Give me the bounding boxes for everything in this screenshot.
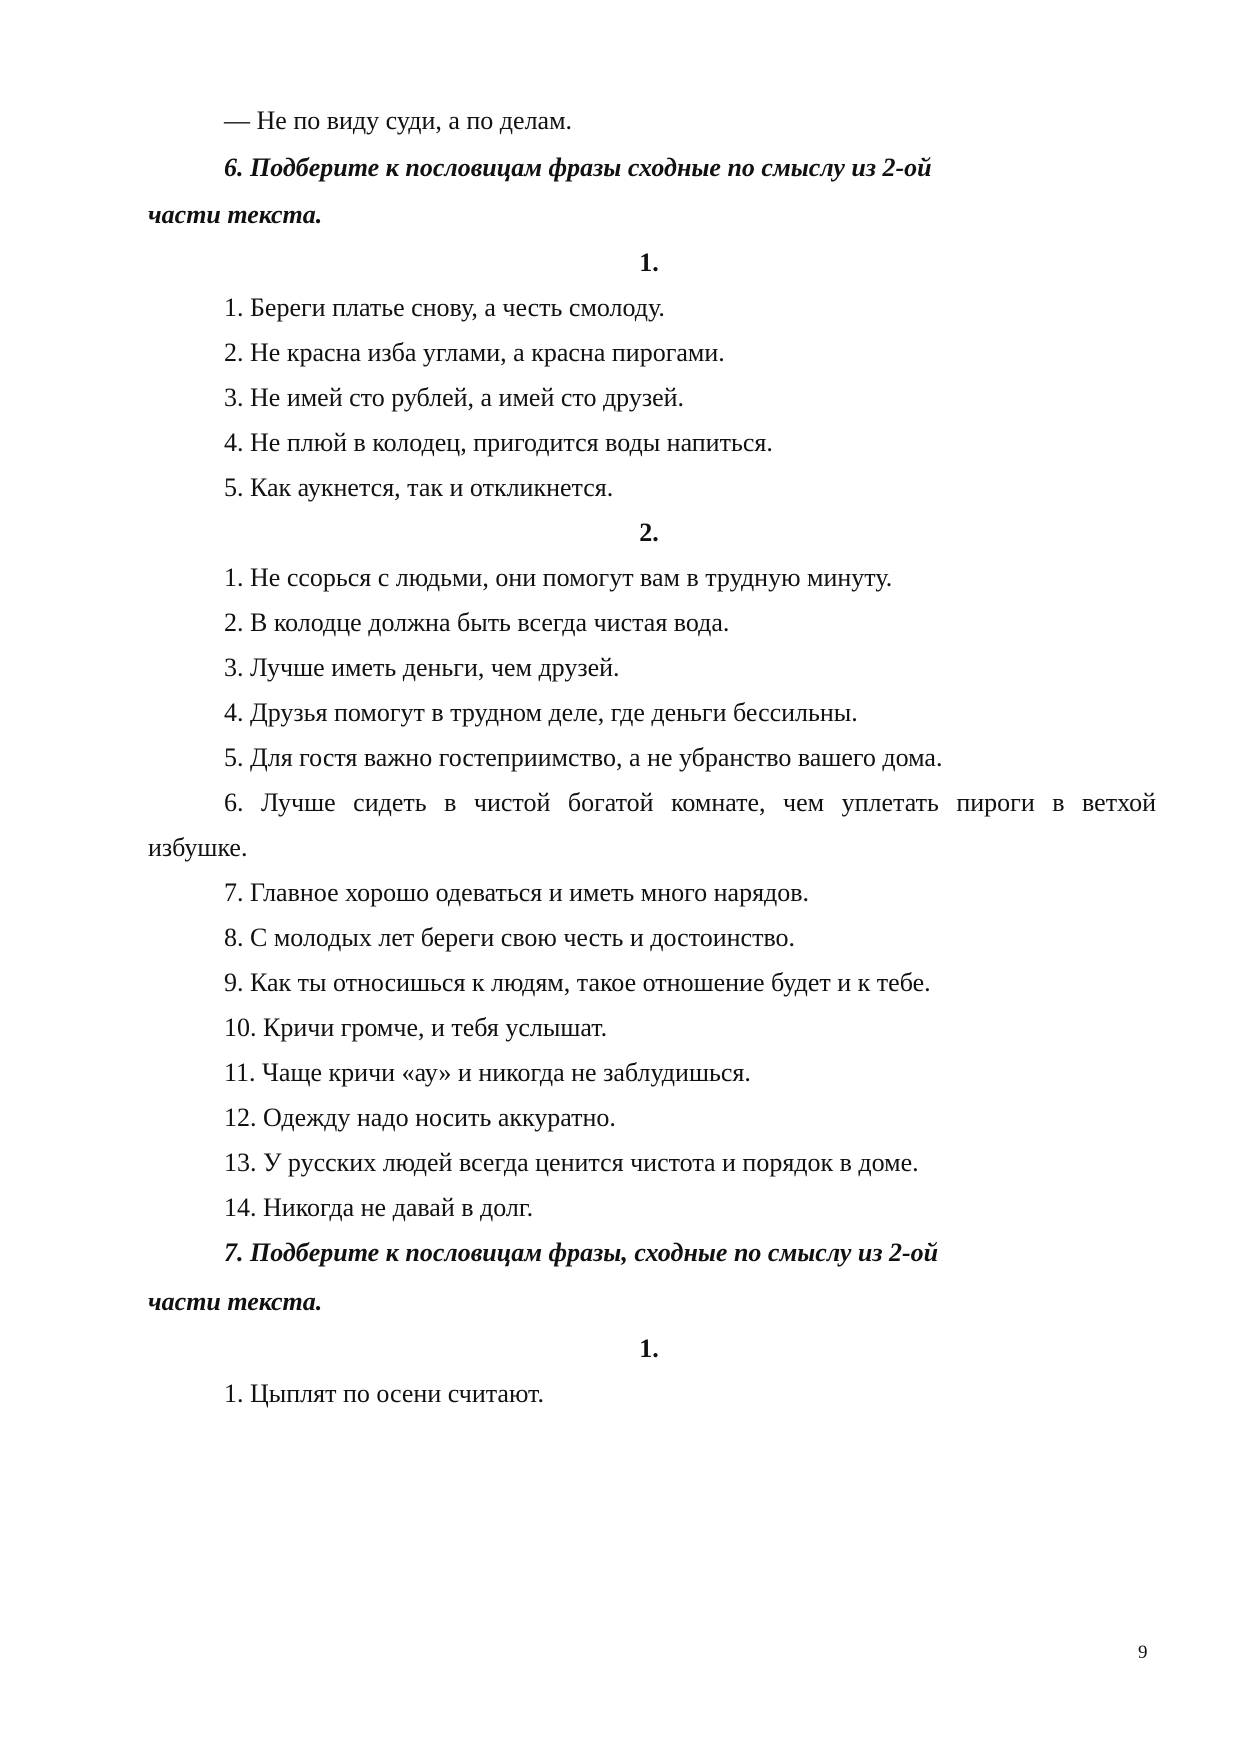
page-number: 9 [1138, 1642, 1148, 1663]
task6-phrase-4: 4. Друзья помогут в трудном деле, где деньги бессильны. [224, 698, 858, 727]
task6-proverb-5: 5. Как аукнется, так и откликнется. [224, 473, 614, 502]
task6-phrase-8: 8. С молодых лет береги свою честь и достоинство. [224, 923, 796, 952]
task7-heading-line2: части текста. [148, 1287, 323, 1316]
task6-heading-line1: 6. Подберите к пословицам фразы сходные по смыслу из 2-ой [224, 153, 932, 182]
task6-phrase-2: 2. В колодце должна быть всегда чистая вода. [224, 608, 730, 637]
task6-proverb-3: 3. Не имей сто рублей, а имей сто друзей. [224, 383, 685, 412]
task6-phrase-6-line1: 6. Лучше сидеть в чистой богатой комнате, чем уплетать пироги в ветхой [224, 788, 1156, 817]
task7-heading-line1: 7. Подберите к пословицам фразы, сходные по смыслу из 2-ой [224, 1238, 939, 1267]
task6-phrase-10: 10. Кричи громче, и тебя услышат. [224, 1013, 608, 1042]
task6-phrase-5: 5. Для гостя важно гостеприимство, а не убранство вашего дома. [224, 743, 943, 772]
task6-phrase-6-line2: избушке. [148, 833, 248, 862]
task6-phrase-14: 14. Никогда не давай в долг. [224, 1193, 534, 1222]
task6-proverb-2: 2. Не красна изба углами, а красна пирогами. [224, 338, 725, 367]
task6-phrase-11: 11. Чаще кричи «ау» и никогда не заблудишься. [224, 1058, 751, 1087]
task6-part1-heading: 1. [639, 248, 659, 277]
task6-proverb-4: 4. Не плюй в колодец, пригодится воды напиться. [224, 428, 773, 457]
intro-line: — Не по виду суди, а по делам. [224, 106, 573, 135]
task6-phrase-12: 12. Одежду надо носить аккуратно. [224, 1103, 616, 1132]
task6-phrase-3: 3. Лучше иметь деньги, чем друзей. [224, 653, 620, 682]
task6-heading-line2: части текста. [148, 200, 323, 229]
task6-phrase-1: 1. Не ссорься с людьми, они помогут вам в трудную минуту. [224, 563, 893, 592]
task6-phrase-9: 9. Как ты относишься к людям, такое отношение будет и к тебе. [224, 968, 931, 997]
task7-part1-heading: 1. [639, 1334, 659, 1363]
task6-phrase-7: 7. Главное хорошо одеваться и иметь много нарядов. [224, 878, 810, 907]
task6-part2-heading: 2. [639, 518, 659, 547]
task6-proverb-1: 1. Береги платье снову, а честь смолоду. [224, 293, 665, 322]
task6-phrase-13: 13. У русских людей всегда ценится чистота и порядок в доме. [224, 1148, 919, 1177]
task7-proverb-1: 1. Цыплят по осени считают. [224, 1379, 544, 1408]
